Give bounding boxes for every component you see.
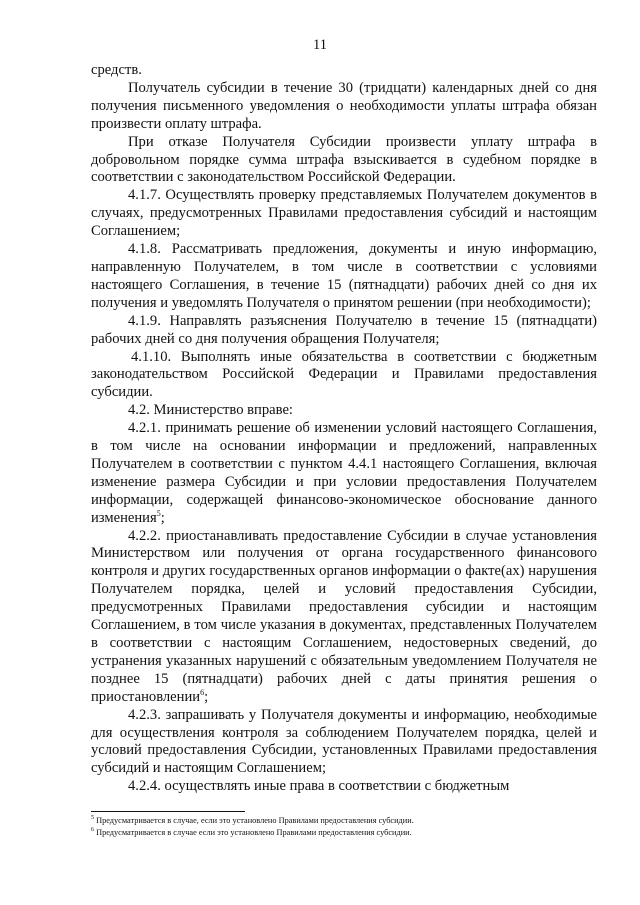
paragraph: 4.1.7. Осуществлять проверку представляемых Получателем документов в случаях, предусмотренных Правилами предоставления субсидий и настоящим Соглашением; — [91, 187, 597, 240]
footnote-ref: 6 — [200, 687, 205, 697]
paragraph: 4.2.4. осуществлять иные права в соответствии с бюджетным — [128, 778, 510, 795]
paragraph: При отказе Получателя Субсидии произвести уплату штрафа в добровольном порядке сумма штрафа взыскивается в судебном порядке в соответствии с законодательством Российской Федерации. — [91, 133, 597, 186]
footnote-divider — [91, 811, 245, 812]
footnote: $^6$ Предусматривается в случае если это установлено Правилами предоставления субсидии. — [91, 827, 412, 837]
paragraph: 4.2.3. запрашивать у Получателя документы и информацию, необходимые для осуществления контроля за соблюдением Получателем порядка, целей и условий предоставления Субсидии, установленных Правилами предоставления субсидий и настоящим Соглашением; — [91, 706, 597, 777]
page-number: 11 — [313, 37, 327, 53]
footnotes — [91, 815, 597, 839]
paragraph: 4.1.8. Рассматривать предложения, документы и иную информацию, направленную Получателем, в том числе в соответствии с условиями настоящего Соглашения, в течение 15 (пятнадцати) рабочих дней со дня их получения и уведомлять Получателя о принятом решении (при необходимости); — [91, 241, 597, 311]
paragraph: Получатель субсидии в течение 30 (тридцати) календарных дней со дня получения письменного уведомления о необходимости уплаты штрафа обязан произвести оплату штрафа. — [91, 79, 597, 132]
document-body — [91, 62, 597, 796]
paragraph: 4.1.9. Направлять разъяснения Получателю в течение 15 (пятнадцати) рабочих дней со дня получения обращения Получателя; — [91, 312, 597, 347]
paragraph: 4.2.1. принимать решение об изменении условий настоящего Соглашения, в том числе на основании информации и предложений, направленных Получателем в соответствии с пунктом 4.4.1 настоящего Соглашения, включая изменение размера Субсидии и при условии предоставления Получателем информации, содержащей финансово-экономическое обоснование данного изменения$^5$; — [91, 420, 597, 526]
footnote-mark: 6 — [91, 827, 94, 834]
footnote-mark: 5 — [91, 815, 94, 822]
paragraph: 4.1.10. Выполнять иные обязательства в соответствии с бюджетным законодательством Российской Федерации и Правилами предоставления субсидии. — [91, 348, 597, 401]
footnote: $^5$ Предусматривается в случае, если это установлено Правилами предоставления субсидии. — [91, 815, 414, 825]
paragraph: 4.2.2. приостанавливать предоставление Субсидии в случае установления Министерством или получения от органа государственного финансового контроля и других государственных органов информации о факте(ах) нарушения Получателем порядка, целей и условий предоставления Субсидии, предусмотренных Правилами предоставления субсидии и настоящим Соглашением, в том числе указания в документах, представленных Получателем в соответствии с настоящим Соглашением, недостоверных сведений, до устранения указанных нарушений с обязательным уведомлением Получателя не позднее 15 (пятнадцати) рабочих дней с даты принятия решения о приостановлении$^6$; — [91, 527, 597, 705]
footnote-ref: 5 — [156, 508, 161, 518]
paragraph: 4.2. Министерство вправе: — [128, 402, 293, 419]
paragraph: средств. — [91, 62, 142, 78]
